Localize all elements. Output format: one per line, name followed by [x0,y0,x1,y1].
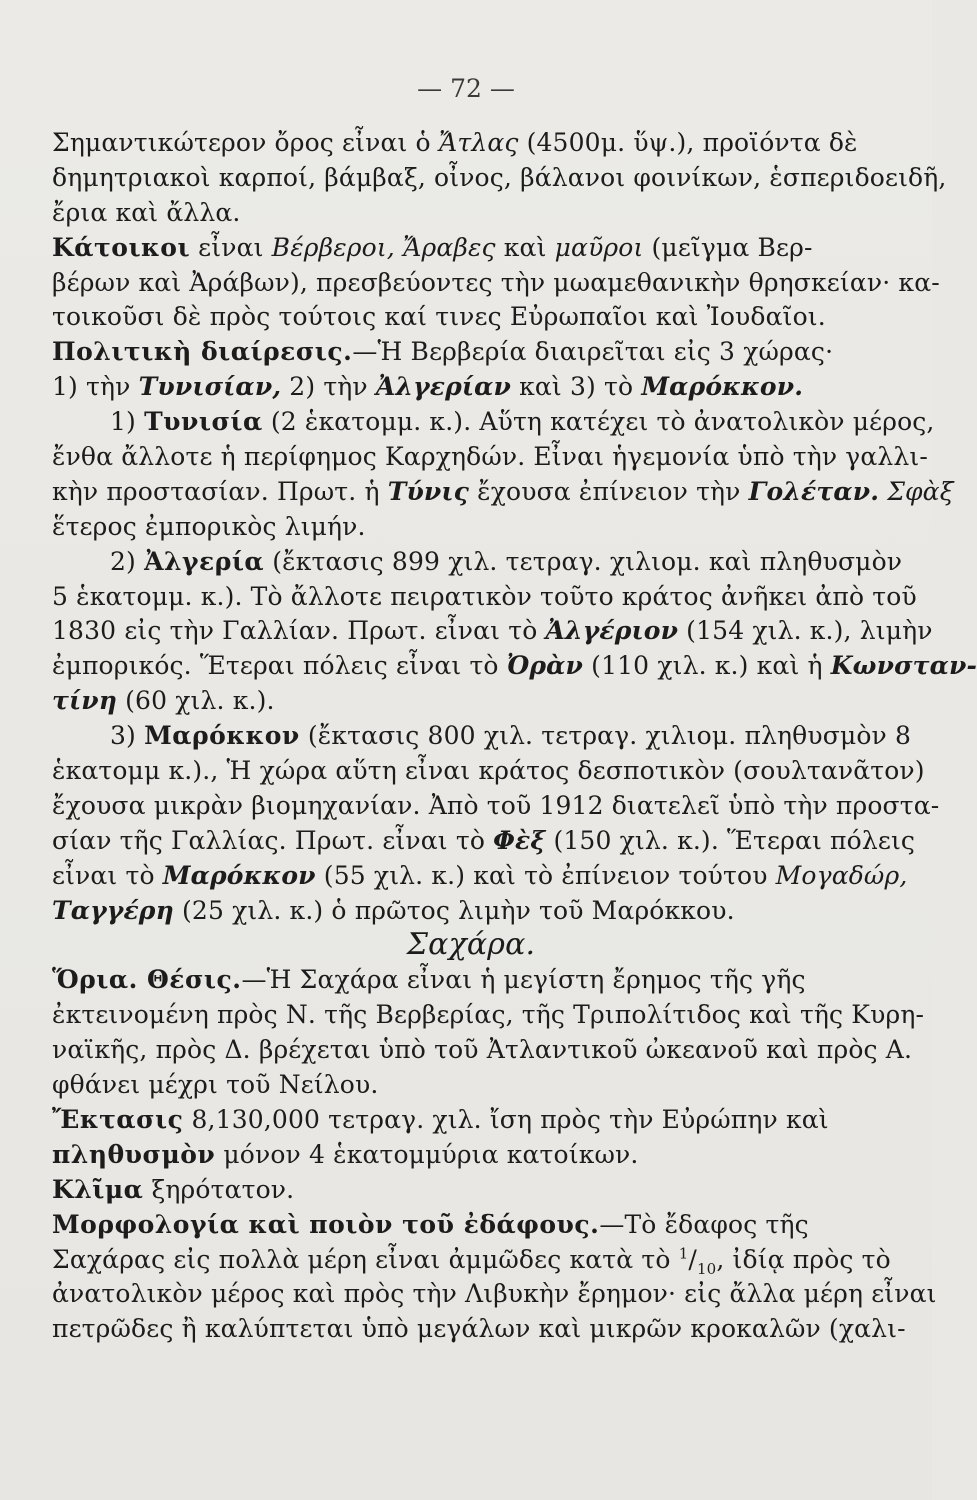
section-title: Σαχάρα. [406,927,536,963]
text-line [52,1033,913,1068]
text-run: 2) [110,546,145,576]
text-run [879,477,887,506]
text-run: ἔνθα ἄλλοτε ἡ περίφημος Καρχηδών. Εἶναι ἡγεμονία ὑπὸ τὴν γαλλι- [52,442,928,472]
bold-italic-name: τίνη [52,686,118,716]
fraction-numerator: 1 [678,1244,689,1263]
text-line [52,1277,937,1312]
text-run: μόνον 4 ἑκατομμύρια κατοίκων. [215,1139,639,1169]
text-line [52,510,890,545]
bold-italic-name: Τύνις [387,476,470,506]
bold-italic-name: Γολέταν. [748,476,880,506]
text-run: ναϊκῆς, πρὸς Δ. βρέχεται ὑπὸ τοῦ Ἀτλαντικοῦ ὠκεανοῦ καὶ πρὸς Α. [52,1035,913,1065]
text-run: (ἔκτασις 800 χιλ. τετραγ. χιλιομ. πληθυσμὸν 8 [299,721,912,751]
bold-italic-name: Ἀλγερίαν [375,372,512,402]
text-run: ξηρότατον. [143,1174,295,1204]
text-run: (60 χιλ. κ.). [117,686,275,716]
text-run: (ἔκτασις 899 χιλ. τετραγ. χιλιομ. καὶ πληθυσμὸν [264,546,903,576]
text-line [52,824,916,859]
text-line [52,440,928,475]
text-run: (2 ἑκατομμ. κ.). Αὕτη κατέχει τὸ ἀνατολικὸν μέρος, [262,407,935,437]
text-run: (55 χιλ. κ.) καὶ τὸ ἐπίνειον τούτου [315,860,776,890]
text-run: (154 χιλ. κ.), λιμὴν [678,616,933,646]
bold-italic-name: Τυνισίαν, [138,372,282,402]
bold-heading: Κλῖμα [52,1174,144,1204]
text-line [52,754,925,789]
text-run: —Τὸ ἔδαφος τῆς [599,1209,809,1239]
text-line [52,300,890,335]
bold-heading: Μορφολογία καὶ ποιὸν τοῦ ἐδάφους. [52,1209,600,1239]
fraction-slash: / [688,1244,697,1274]
bold-italic-name: Φὲξ [493,825,546,855]
text-line [52,894,890,929]
text-line [52,580,917,615]
bold-heading: Πολιτικὴ διαίρεσις. [52,337,353,367]
text-run: εἶναι τὸ [52,860,163,890]
italic-name: Σφὰξ [887,476,954,506]
bold-italic-name: Ὀρὰν [506,651,584,681]
text-run: ἐμπορικός. Ἕτεραι πόλεις εἶναι τὸ [52,651,507,681]
bold-heading: Τυνισία [144,407,263,437]
text-run: (25 χιλ. κ.) ὁ πρῶτος λιμὴν τοῦ Μαρόκκου. [173,895,735,925]
text-line [52,1208,890,1243]
text-run: (4500μ. ὕψ.), προϊόντα δὲ [518,128,858,157]
text-run: ἐκτεινομένη πρὸς Ν. τῆς Βερβερίας, τῆς Τριπολίτιδος καὶ τῆς Κυρη- [52,1000,925,1030]
text-line [52,719,912,754]
text-line [52,1312,906,1347]
text-line [52,1138,890,1173]
text-line [52,475,954,510]
text-run: 5 ἑκατομμ. κ.). Τὸ ἄλλοτε πειρατικὸν τοῦτο κράτος ἀνῆκει ἀπὸ τοῦ [52,581,917,611]
bold-heading: Ὅρια. Θέσις. [52,965,242,995]
italic-name: Ἄτλας [438,128,519,157]
text-run: δημητριακοὶ καρποί, βάμβαξ, οἶνος, βάλανοι φοινίκων, ἑσπεριδοειδῆ, [52,162,947,192]
bold-heading: πληθυσμὸν [52,1139,216,1169]
text-run: , ἰδίᾳ πρὸς τὸ [716,1244,891,1274]
text-line [52,1103,890,1138]
text-run: 8,130,000 τετραγ. χιλ. ἴση πρὸς τὴν Εὐρώπην καὶ [183,1104,829,1134]
text-line [52,1068,890,1103]
text-run: ἀνατολικὸν μέρος καὶ πρὸς τὴν Λιβυκὴν ἔρημον· εἰς ἄλλα μέρη εἶναι [52,1279,937,1309]
text-line [52,161,947,196]
bold-italic-name: Κωνσταν- [830,651,977,681]
text-run: καὶ 3) τὸ [511,372,642,402]
bold-heading: Κάτοικοι [52,232,191,262]
text-line [52,231,890,266]
page-number: — 72 — [417,74,515,103]
italic-name: μαῦροι [554,232,644,262]
text-line [52,545,903,580]
text-run: σίαν τῆς Γαλλίας. Πρωτ. εἶναι τὸ [52,825,494,855]
text-run: ἔχουσα ἐπίνειον τὴν [469,476,749,506]
text-line [52,649,977,684]
bold-italic-name: Μαρόκκον [162,860,316,890]
text-run [395,233,403,262]
bold-heading: Ἀλγερία [144,546,265,576]
text-run: ἕτερος ἐμπορικὸς λιμήν. [52,511,366,541]
text-run: πετρῶδες ἢ καλύπτεται ὑπὸ μεγάλων καὶ μικρῶν κροκαλῶν (χαλι- [52,1314,906,1344]
text-line [52,684,890,719]
text-line [52,335,890,370]
text-run: 3) [110,721,145,751]
italic-name: Μογαδώρ, [775,860,908,890]
text-line [52,126,890,161]
text-line [52,1173,890,1208]
text-line [52,405,935,440]
text-run: καὶ [495,232,555,262]
text-run: ἑκατομμ κ.)., Ἡ χώρα αὕτη εἶναι κράτος δεσποτικὸν (σουλτανᾶτον) [52,756,925,786]
text-line [52,928,890,963]
italic-name: Ἄραβες [402,232,496,262]
text-run: 1830 εἰς τὴν Γαλλίαν. Πρωτ. εἶναι τὸ [52,616,546,646]
text-run: Σαχάρας εἰς πολλὰ μέρη εἶναι ἀμμῶδες κατὰ τὸ [52,1244,679,1274]
fraction-denominator: 10 [696,1259,717,1278]
text-run: —Ἡ Σαχάρα εἶναι ἡ μεγίστη ἔρημος τῆς γῆς [241,965,806,995]
text-run: 1) [110,407,145,437]
text-run: εἶναι [190,232,272,262]
italic-name: Βέρβεροι, [271,232,395,262]
text-run: (150 χιλ. κ.). Ἕτεραι πόλεις [545,825,916,855]
text-run: Σημαντικώτερον ὄρος εἶναι ὁ [52,128,439,157]
text-run: 1) τὴν [52,372,139,402]
text-line [52,196,890,231]
bold-heading: Ἔκτασις [52,1104,184,1134]
text-run: ἔρια καὶ ἄλλα. [52,197,241,227]
bold-italic-name: Ταγγέρη [52,895,174,925]
page-body-text [52,126,977,1347]
bold-heading: Μαρόκκον [144,721,300,751]
text-run: (μεῖγμα Βερ- [643,232,813,262]
text-run: (110 χιλ. κ.) καὶ ἡ [583,651,831,681]
text-run: ἔχουσα μικρὰν βιομηχανίαν. Ἀπὸ τοῦ 1912 διατελεῖ ὑπὸ τὴν προστα- [52,790,940,820]
text-run: βέρων καὶ Ἀράβων), πρεσβεύοντες τὴν μωαμεθανικὴν θρησκείαν· κα- [52,267,940,297]
text-run: φθάνει μέχρι τοῦ Νείλου. [52,1070,379,1100]
text-line [52,266,940,301]
text-run: τοικοῦσι δὲ πρὸς τούτοις καί τινες Εὐρωπαῖοι καὶ Ἰουδαῖοι. [52,302,826,332]
text-line [52,998,925,1033]
text-line [52,614,933,649]
text-run: κὴν προστασίαν. Πρωτ. ἡ [52,476,388,506]
text-line [52,1243,890,1278]
text-run: 2) τὴν [281,372,376,402]
bold-italic-name: Μαρόκκον. [641,372,804,402]
fraction [678,1244,717,1278]
text-line [52,370,890,405]
text-line [52,859,908,894]
text-line [52,963,890,998]
bold-italic-name: Ἀλγέριον [545,616,679,646]
text-line [52,789,940,824]
text-run: —Ἡ Βερβερία διαιρεῖται εἰς 3 χώρας· [352,337,834,367]
